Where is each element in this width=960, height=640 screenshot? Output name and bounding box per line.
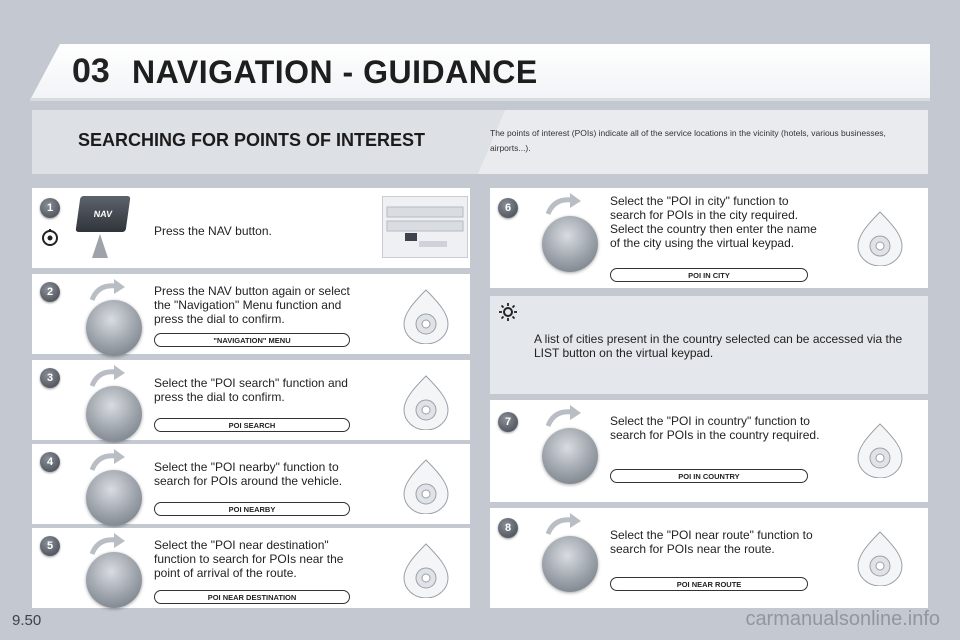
nav-button: NAV — [75, 196, 130, 232]
sun-tip-icon — [498, 302, 518, 322]
control-dial-icon — [86, 300, 142, 356]
dial-device-icon — [398, 458, 454, 514]
dial-device-icon — [398, 374, 454, 430]
step-text-2: Press the NAV button again or select the "Navigation" Menu function and press the dial to confirm. — [154, 284, 350, 326]
dial-device-icon — [852, 530, 908, 586]
curved-arrow-icon — [546, 192, 582, 216]
control-dial-icon — [86, 552, 142, 608]
menu-label-3: POI SEARCH — [154, 418, 350, 432]
menu-label-8: POI NEAR ROUTE — [610, 577, 808, 591]
control-panel-image — [382, 196, 468, 258]
dial-device-icon — [398, 542, 454, 598]
tip-text: A list of cities present in the country selected can be accessed via the LIST button on the virtual keypad. — [534, 332, 903, 360]
dial-device-icon — [398, 288, 454, 344]
control-dial-icon — [542, 428, 598, 484]
menu-label-7: POI IN COUNTRY — [610, 469, 808, 483]
menu-label-6: POI IN CITY — [610, 268, 808, 282]
curved-arrow-icon — [90, 448, 126, 472]
dial-device-icon — [852, 210, 908, 266]
step-text-6: Select the "POI in city" function to search for POIs in the city required. Select the country then enter the name of the city using the virtual keypad. — [610, 194, 817, 250]
step-text-5: Select the "POI near destination" function to search for POIs near the point of arrival of the route. — [154, 538, 344, 580]
pointer-arrow-icon — [92, 234, 108, 258]
menu-label-2: "NAVIGATION" MENU — [154, 333, 350, 347]
step-badge-5: 5 — [40, 536, 60, 556]
step-text-1: Press the NAV button. — [154, 224, 272, 238]
control-dial-icon — [542, 536, 598, 592]
control-dial-icon — [86, 386, 142, 442]
section-title: SEARCHING FOR POINTS OF INTEREST — [78, 130, 426, 150]
header-stripe — [30, 98, 930, 101]
curved-arrow-icon — [546, 512, 582, 536]
control-dial-icon — [86, 470, 142, 526]
control-dial-icon — [542, 216, 598, 272]
step-badge-6: 6 — [498, 198, 518, 218]
menu-label-4: POI NEARBY — [154, 502, 350, 516]
chapter-number: 03 — [72, 52, 110, 90]
step-text-3: Select the "POI search" function and press the dial to confirm. — [154, 376, 348, 404]
step-badge-7: 7 — [498, 412, 518, 432]
step-badge-3: 3 — [40, 368, 60, 388]
page-title: NAVIGATION - GUIDANCE — [132, 54, 538, 90]
step-badge-2: 2 — [40, 282, 60, 302]
header-corner-fold — [30, 44, 60, 100]
page-number: 9.50 — [12, 612, 42, 629]
watermark[interactable]: carmanualsonline.info — [745, 608, 940, 630]
step-text-8: Select the "POI near route" function to search for POIs near the route. — [610, 528, 813, 556]
step-badge-1: 1 — [40, 198, 60, 218]
curved-arrow-icon — [546, 404, 582, 428]
target-location-icon — [40, 228, 60, 248]
curved-arrow-icon — [90, 364, 126, 388]
step-text-4: Select the "POI nearby" function to search for POIs around the vehicle. — [154, 460, 343, 488]
section-intro: The points of interest (POIs) indicate all of the service locations in the vicinity (hotels, various businesses, airports...). — [490, 128, 886, 153]
curved-arrow-icon — [90, 278, 126, 302]
step-badge-4: 4 — [40, 452, 60, 472]
step-badge-8: 8 — [498, 518, 518, 538]
dial-device-icon — [852, 422, 908, 478]
menu-label-5: POI NEAR DESTINATION — [154, 590, 350, 604]
step-text-7: Select the "POI in country" function to search for POIs in the country required. — [610, 414, 820, 442]
